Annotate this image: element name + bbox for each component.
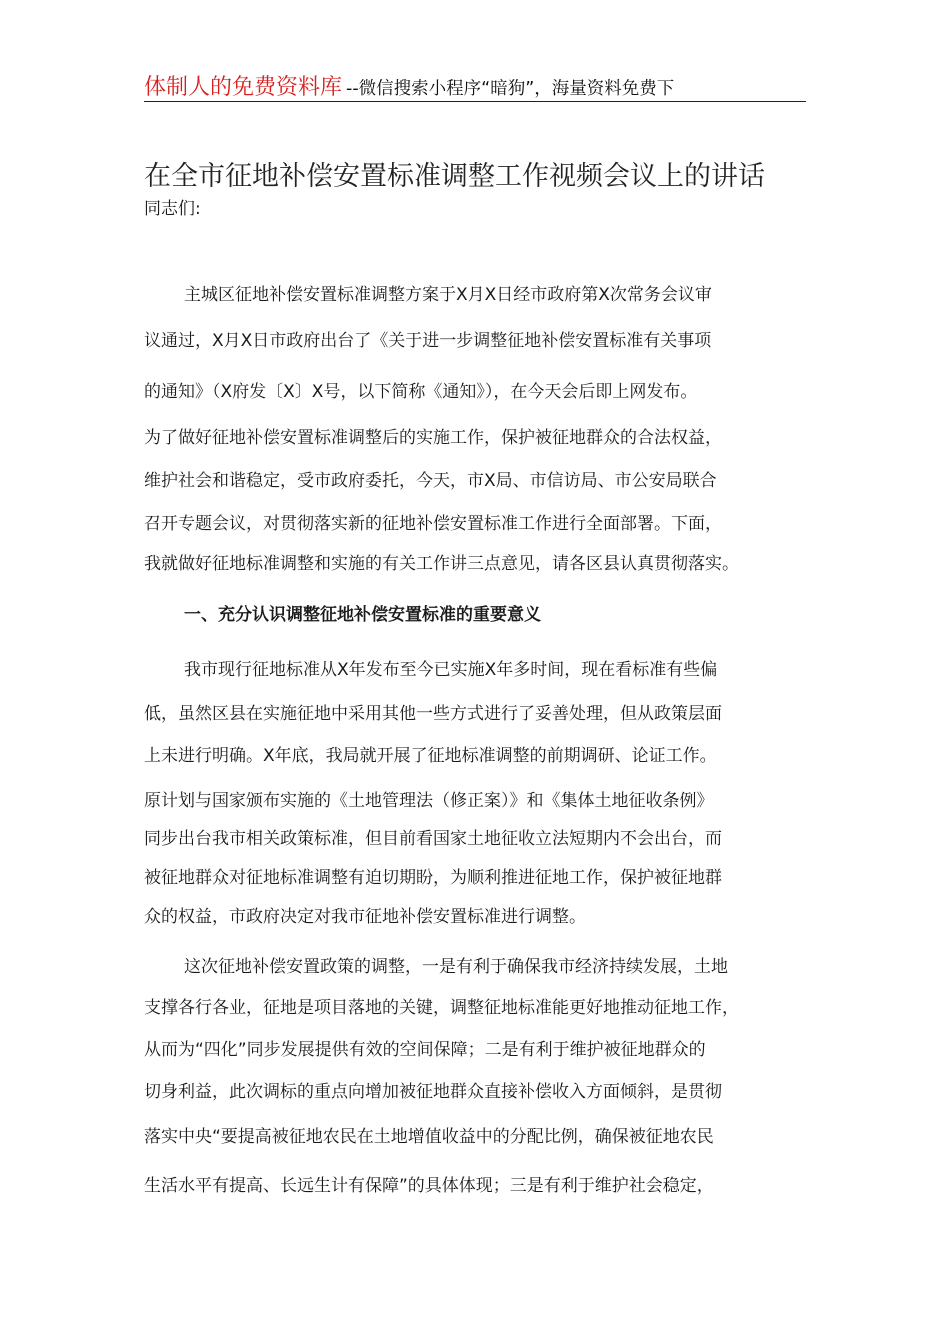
paragraph-line: 主城区征地补偿安置标准调整方案于X月X日经市政府第X次常务会议审 — [184, 285, 712, 305]
paragraph-line: 从而为“四化”同步发展提供有效的空间保障；二是有利于维护被征地群众的 — [144, 1040, 706, 1060]
header-subtitle: --微信搜索小程序“暗狗”，海量资料免费下 — [346, 79, 675, 99]
paragraph-line: 上未进行明确。X年底，我局就开展了征地标准调整的前期调研、论证工作。 — [144, 746, 717, 766]
paragraph-line: 低，虽然区县在实施征地中采用其他一些方式进行了妥善处理，但从政策层面 — [144, 704, 722, 724]
paragraph-line: 同步出台我市相关政策标准，但目前看国家土地征收立法短期内不会出台，而 — [144, 829, 722, 849]
paragraph-line: 议通过，X月X日市政府出台了《关于进一步调整征地补偿安置标准有关事项 — [144, 331, 712, 351]
paragraph-line: 召开专题会议，对贯彻落实新的征地补偿安置标准工作进行全面部署。下面， — [144, 514, 722, 534]
paragraph-line: 原计划与国家颁布实施的《土地管理法（修正案）》和《集体土地征收条例》 — [144, 791, 714, 811]
paragraph-line: 众的权益，市政府决定对我市征地补偿安置标准进行调整。 — [144, 907, 586, 927]
paragraph-line: 的通知》（X府发〔X〕X号，以下简称《通知》），在今天会后即上网发布。 — [144, 382, 698, 402]
salutation: 同志们: — [144, 199, 201, 219]
header-divider — [144, 101, 806, 102]
paragraph-line: 为了做好征地补偿安置标准调整后的实施工作，保护被征地群众的合法权益， — [144, 428, 722, 448]
paragraph-line: 被征地群众对征地标准调整有迫切期盼，为顺利推进征地工作，保护被征地群 — [144, 868, 722, 888]
paragraph-line: 我市现行征地标准从X年发布至今已实施X年多时间，现在看标准有些偏 — [184, 660, 718, 680]
paragraph-line: 我就做好征地标准调整和实施的有关工作讲三点意见，请各区县认真贯彻落实。 — [144, 554, 739, 574]
paragraph-line: 生活水平有提高、长远生计有保障”的具体体现；三是有利于维护社会稳定， — [144, 1176, 714, 1196]
page-header — [144, 70, 806, 100]
document-title: 在全市征地补偿安置标准调整工作视频会议上的讲话 — [144, 161, 765, 192]
header-brand: 体制人的免费资料库 — [144, 75, 343, 100]
paragraph-line: 支撑各行各业，征地是项目落地的关键，调整征地标准能更好地推动征地工作， — [144, 998, 739, 1018]
paragraph-line: 切身利益，此次调标的重点向增加被征地群众直接补偿收入方面倾斜，是贯彻 — [144, 1082, 722, 1102]
section-heading: 一、充分认识调整征地补偿安置标准的重要意义 — [184, 605, 541, 625]
paragraph-line: 维护社会和谐稳定，受市政府委托，今天，市X局、市信访局、市公安局联合 — [144, 471, 717, 491]
paragraph-line: 这次征地补偿安置政策的调整，一是有利于确保我市经济持续发展，土地 — [184, 957, 728, 977]
paragraph-line: 落实中央“要提高被征地农民在土地增值收益中的分配比例，确保被征地农民 — [144, 1127, 714, 1147]
